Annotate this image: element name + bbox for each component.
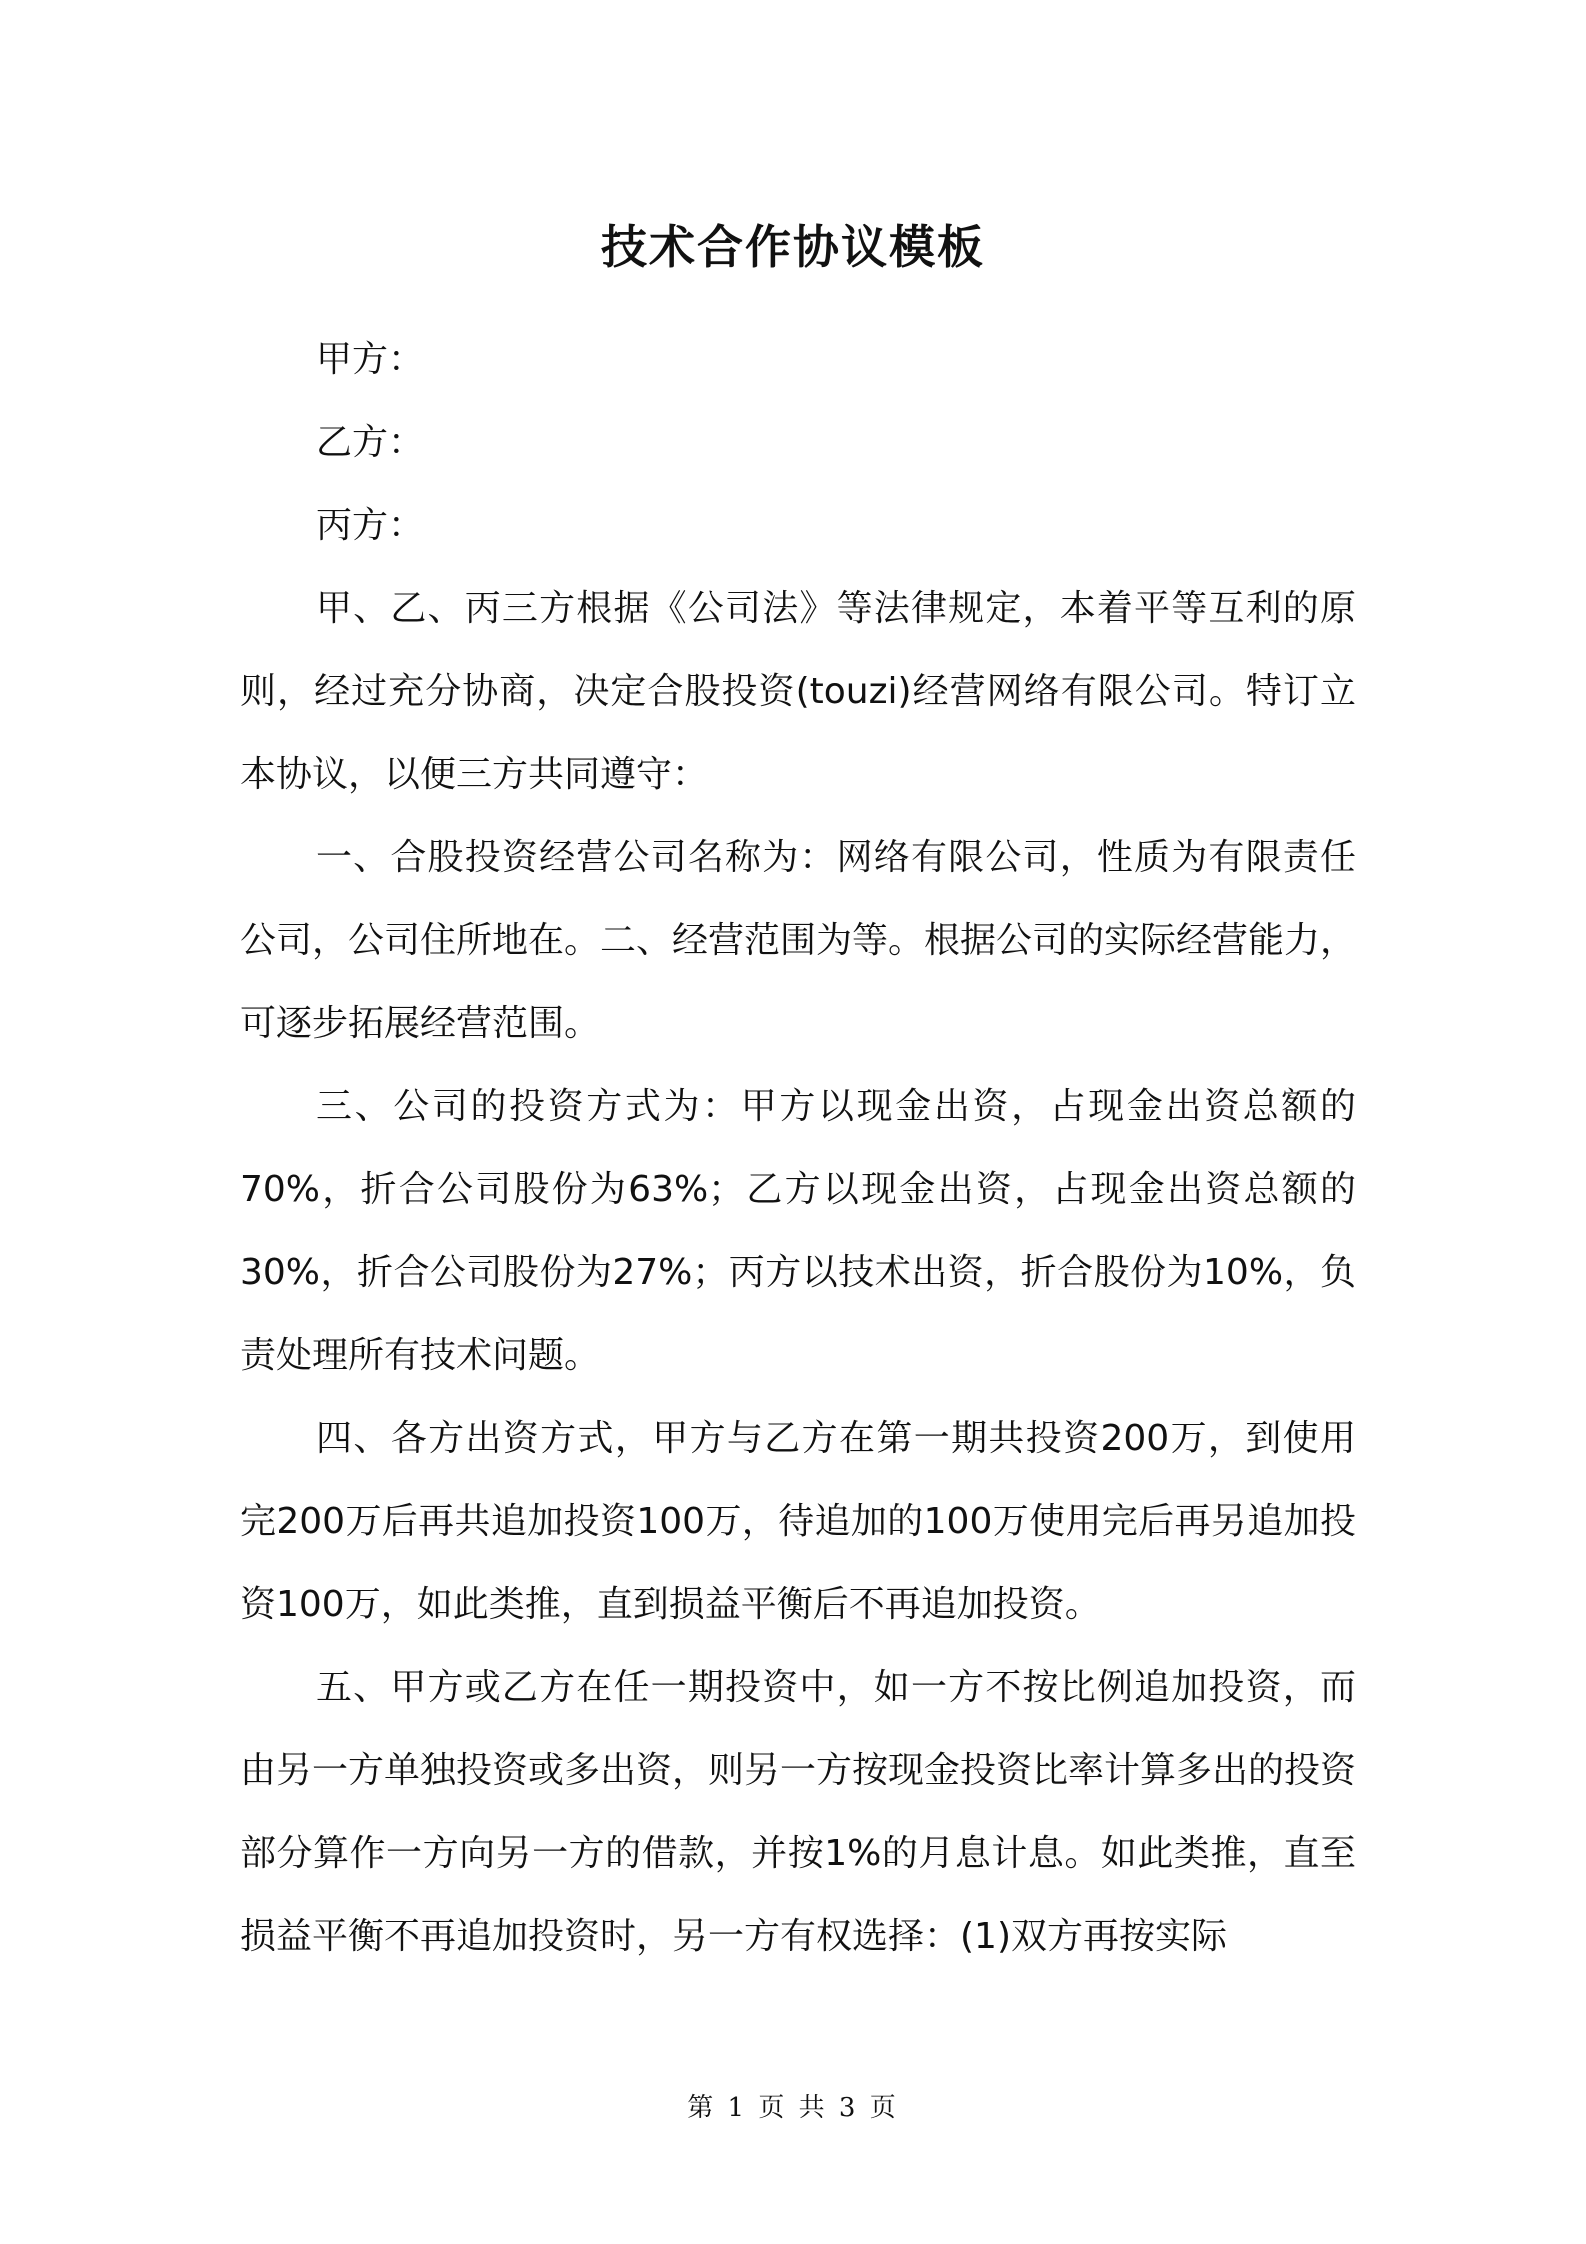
- party-b-line: 乙方：: [316, 422, 425, 463]
- paragraph-investment-method: 三、公司的投资方式为：甲方以现金出资，占现金出资总额的70%，折合公司股份为63%；乙方以现金出资，占现金出资总额的30%，折合公司股份为27%；丙方以技术出资，折合股份为10%，负责处理所有技术问题。: [240, 1086, 1356, 1376]
- party-a-line: 甲方：: [316, 339, 425, 380]
- document-title: 技术合作协议模板: [601, 220, 985, 274]
- page-footer: 第 1 页 共 3 页: [687, 2093, 899, 2123]
- party-c-line: 丙方：: [316, 505, 425, 546]
- document-body: [240, 318, 1356, 1978]
- paragraph-intro: 甲、乙、丙三方根据《公司法》等法律规定，本着平等互利的原则，经过充分协商，决定合股投资(touzi)经营网络有限公司。特订立本协议，以便三方共同遵守：: [240, 588, 1356, 795]
- paragraph-capital-contribution: 四、各方出资方式，甲方与乙方在第一期共投资200万，到使用完200万后再共追加投资100万，待追加的100万使用完后再另追加投资100万，如此类推，直到损益平衡后不再追加投资。: [240, 1418, 1356, 1625]
- paragraph-additional-investment: 五、甲方或乙方在任一期投资中，如一方不按比例追加投资，而由另一方单独投资或多出资，则另一方按现金投资比率计算多出的投资部分算作一方向另一方的借款，并按1%的月息计息。如此类推，直至损益平衡不再追加投资时，另一方有权选择：(1)双方再按实际: [240, 1667, 1357, 1957]
- paragraph-company-name-scope: 一、合股投资经营公司名称为：网络有限公司，性质为有限责任公司，公司住所地在。二、经营范围为等。根据公司的实际经营能力，可逐步拓展经营范围。: [240, 837, 1357, 1044]
